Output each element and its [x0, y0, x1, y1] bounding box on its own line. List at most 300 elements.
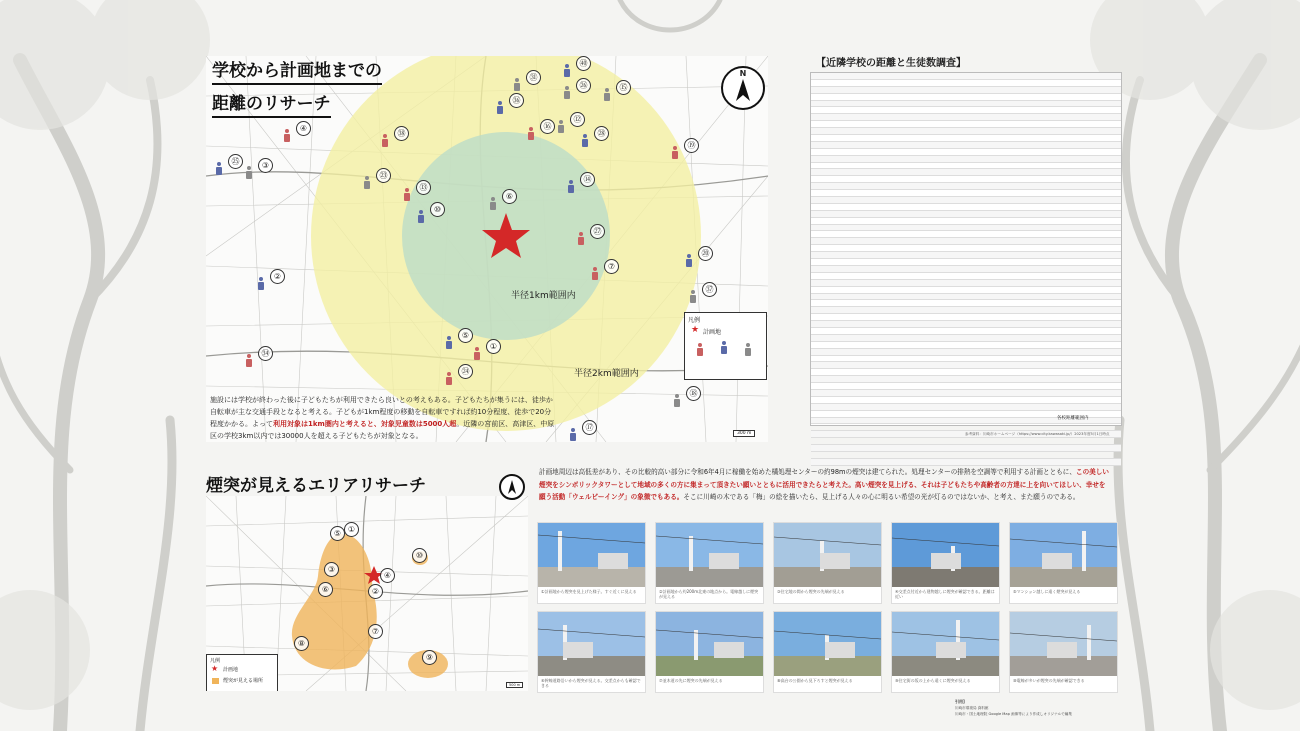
table-cell [988, 355, 1032, 362]
table-cell [944, 135, 988, 142]
table-cell [811, 438, 855, 445]
table-cell [855, 224, 899, 231]
table-cell [811, 169, 855, 176]
bottom-legend-area-swatch [212, 678, 219, 684]
table-cell [1032, 314, 1076, 321]
bottom-legend-site: 計画地 [223, 667, 239, 673]
table-cell [988, 376, 1032, 383]
school-figure-icon [566, 180, 576, 194]
chimney-marker-4: ④ [380, 568, 395, 583]
table-row [811, 341, 1121, 348]
table-cell [988, 279, 1032, 286]
table-cell [944, 376, 988, 383]
table-cell [900, 445, 944, 452]
table-cell [811, 307, 855, 314]
table-cell [1077, 327, 1121, 334]
table-cell [811, 79, 855, 86]
table-row [811, 403, 1121, 410]
school-marker-21: ㉖ [576, 78, 591, 93]
table-cell [900, 348, 944, 355]
table-cell [944, 438, 988, 445]
table-cell [900, 300, 944, 307]
table-cell [944, 107, 988, 114]
table-cell [1032, 238, 1076, 245]
table-cell [988, 341, 1032, 348]
table-cell [855, 438, 899, 445]
table-cell [855, 314, 899, 321]
table-cell [855, 93, 899, 100]
table-cell [988, 252, 1032, 259]
table-cell [900, 231, 944, 238]
table-cell [811, 376, 855, 383]
table-cell [1077, 259, 1121, 266]
legend-star-icon: ★ [691, 325, 700, 335]
chimney-photo-image [656, 523, 763, 587]
table-cell [900, 417, 944, 424]
school-figure-icon [672, 394, 682, 408]
table-cell [811, 362, 855, 369]
table-cell [1077, 355, 1121, 362]
top-map-title-line1: 学校から計画地までの [212, 56, 382, 85]
table-cell [900, 245, 944, 252]
table-cell [811, 410, 855, 417]
photo-10 [1009, 611, 1118, 693]
table-cell [988, 86, 1032, 93]
bottom-map-title: 煙突が見えるエリアリサーチ [206, 471, 426, 500]
table-cell [855, 334, 899, 341]
school-figure-icon [562, 64, 572, 78]
table-cell [1077, 396, 1121, 403]
table-cell [944, 210, 988, 217]
table-cell [1077, 245, 1121, 252]
table-cell [988, 217, 1032, 224]
table-cell [1032, 403, 1076, 410]
table-cell [900, 341, 944, 348]
photo-caption: ③住宅地の間から煙突の先端が見える [777, 589, 845, 594]
school-figure-icon [444, 372, 454, 386]
table-cell [1077, 148, 1121, 155]
table-cell [1032, 321, 1076, 328]
table-row [811, 348, 1121, 355]
table-cell [900, 327, 944, 334]
table-cell [944, 197, 988, 204]
table-cell [944, 424, 988, 431]
table-cell [811, 231, 855, 238]
table-cell [944, 190, 988, 197]
table-cell [855, 279, 899, 286]
table-cell [900, 272, 944, 279]
chimney-photo-image [538, 612, 645, 676]
table-cell [944, 417, 988, 424]
table-cell [1077, 334, 1121, 341]
table-cell [900, 410, 944, 417]
table-cell [944, 169, 988, 176]
table-cell [811, 176, 855, 183]
table-cell [944, 252, 988, 259]
table-cell [988, 210, 1032, 217]
table-cell [900, 238, 944, 245]
school-figure-icon [282, 129, 292, 143]
table-cell [988, 348, 1032, 355]
table-cell [1032, 355, 1076, 362]
chimney-marker-3: ③ [324, 562, 339, 577]
school-marker-12: ⑮ [616, 80, 631, 95]
table-cell [811, 431, 855, 438]
table-cell [855, 252, 899, 259]
table-cell [988, 176, 1032, 183]
table-cell [1077, 321, 1121, 328]
table-cell [944, 458, 988, 465]
table-cell [988, 141, 1032, 148]
table-cell [855, 148, 899, 155]
table-cell [1077, 445, 1121, 452]
school-figure-icon [256, 277, 266, 291]
table-cell [855, 169, 899, 176]
table-cell [855, 389, 899, 396]
table-cell [855, 265, 899, 272]
table-cell [944, 148, 988, 155]
table-cell [855, 410, 899, 417]
table-cell [1032, 100, 1076, 107]
table-cell [811, 300, 855, 307]
table-cell [944, 155, 988, 162]
school-marker-19: ㉔ [458, 364, 473, 379]
chimney-marker-5: ⑤ [330, 526, 345, 541]
table-cell [811, 396, 855, 403]
table-cell [855, 259, 899, 266]
table-cell [855, 231, 899, 238]
table-cell [855, 135, 899, 142]
table-cell [811, 121, 855, 128]
school-figure-icon [416, 210, 426, 224]
description-text-2: そこに川崎の木である「梅」の絵を描いたら、見上げる人々の心に明るい希望の光が灯るのではないか、と考え、また願うのである。 [683, 493, 1080, 501]
table-cell [811, 100, 855, 107]
table-cell [900, 369, 944, 376]
table-cell [988, 148, 1032, 155]
table-cell [1077, 107, 1121, 114]
table-footer-label: 各校距離範囲内 [1057, 416, 1089, 421]
table-cell [988, 169, 1032, 176]
table-cell [1077, 162, 1121, 169]
table-cell [944, 114, 988, 121]
table-row [811, 424, 1121, 431]
school-marker-22: ㉗ [590, 224, 605, 239]
table-cell [1032, 190, 1076, 197]
table-cell [988, 135, 1032, 142]
table-cell [900, 293, 944, 300]
table-cell [855, 245, 899, 252]
table-cell [900, 376, 944, 383]
chimney-area-map [206, 496, 528, 691]
table-cell [1077, 286, 1121, 293]
chimney-photo-image [656, 612, 763, 676]
table-row [811, 445, 1121, 452]
table-cell [1032, 203, 1076, 210]
table-cell [811, 217, 855, 224]
table-cell [855, 141, 899, 148]
table-cell [1032, 183, 1076, 190]
school-marker-28: ㊳ [394, 126, 409, 141]
table-cell [944, 362, 988, 369]
chimney-photo-image [538, 523, 645, 587]
school-marker-18: ㉓ [376, 168, 391, 183]
school-distance-map [206, 56, 768, 442]
table-cell [855, 348, 899, 355]
table-cell [1077, 93, 1121, 100]
table-cell [944, 272, 988, 279]
school-figure-icon [362, 176, 372, 190]
table-cell [988, 114, 1032, 121]
table-cell [944, 321, 988, 328]
table-cell [1077, 307, 1121, 314]
photo-4 [891, 522, 1000, 604]
table-cell [1077, 183, 1121, 190]
table-cell [1032, 279, 1076, 286]
bottom-map-scale: 500 m [506, 682, 523, 688]
table-cell [855, 417, 899, 424]
table-cell [944, 259, 988, 266]
table-cell [988, 272, 1032, 279]
table-row [811, 451, 1121, 458]
table-cell [900, 217, 944, 224]
legend-junior-icon [719, 341, 729, 355]
school-marker-2: ② [270, 269, 285, 284]
table-cell [900, 141, 944, 148]
table-cell [988, 259, 1032, 266]
chimney-marker-10: ⑩ [412, 548, 427, 563]
table-cell [1032, 252, 1076, 259]
school-marker-27: ㊲ [702, 282, 717, 297]
table-cell [944, 279, 988, 286]
table-row [811, 190, 1121, 197]
school-figure-icon [472, 347, 482, 361]
photo-caption: ⑩電線が多いが煙突の先端が確認できる [1013, 678, 1085, 683]
radius-1km-label: 半径1km範囲内 [511, 291, 576, 301]
table-cell [1077, 300, 1121, 307]
compass-letter: N [739, 69, 747, 78]
table-cell [811, 190, 855, 197]
chimney-marker-9: ⑨ [422, 650, 437, 665]
school-figure-icon [512, 78, 522, 92]
table-cell [1077, 79, 1121, 86]
photo-1 [537, 522, 646, 604]
table-cell [811, 107, 855, 114]
table-cell [988, 100, 1032, 107]
table-cell [900, 210, 944, 217]
table-cell [988, 424, 1032, 431]
table-cell [1032, 362, 1076, 369]
school-figure-icon [495, 101, 505, 115]
table-cell [1077, 155, 1121, 162]
table-cell [855, 107, 899, 114]
table-cell [811, 321, 855, 328]
table-cell [900, 86, 944, 93]
table-cell [944, 100, 988, 107]
table-cell [855, 190, 899, 197]
table-cell [988, 293, 1032, 300]
table-cell [855, 203, 899, 210]
table-cell [944, 383, 988, 390]
table-cell [811, 286, 855, 293]
school-figure-icon [244, 166, 254, 180]
chimney-photo-image [774, 523, 881, 587]
school-marker-24: ㉛ [526, 70, 541, 85]
table-cell [811, 210, 855, 217]
table-cell [988, 362, 1032, 369]
table-cell [944, 203, 988, 210]
table-cell [1032, 169, 1076, 176]
table-cell [944, 314, 988, 321]
bottom-legend-star-icon: ★ [211, 664, 219, 673]
table-cell [811, 162, 855, 169]
table-cell [900, 135, 944, 142]
table-cell [900, 362, 944, 369]
table-cell [1032, 197, 1076, 204]
table-cell [855, 327, 899, 334]
table-cell [1032, 217, 1076, 224]
table-cell [1077, 293, 1121, 300]
table-cell [855, 369, 899, 376]
table-cell [1077, 383, 1121, 390]
chimney-description [539, 466, 1109, 504]
table-cell [811, 341, 855, 348]
table-cell [944, 389, 988, 396]
school-figure-icon [556, 120, 566, 134]
table-cell [1077, 135, 1121, 142]
table-cell [944, 403, 988, 410]
table-row [811, 259, 1121, 266]
chimney-photo-image [1010, 612, 1117, 676]
table-cell [988, 403, 1032, 410]
table-row [811, 203, 1121, 210]
top-map-note [210, 394, 556, 442]
references-title: 引用] [955, 699, 965, 704]
table-cell [988, 369, 1032, 376]
table-cell [811, 389, 855, 396]
table-cell [855, 458, 899, 465]
table-cell [944, 348, 988, 355]
school-marker-14: ⑰ [582, 420, 597, 435]
school-figure-icon [684, 254, 694, 268]
table-cell [988, 445, 1032, 452]
table-cell [855, 176, 899, 183]
table-cell [988, 286, 1032, 293]
table-cell [855, 217, 899, 224]
table-cell [1077, 348, 1121, 355]
table-cell [1032, 424, 1076, 431]
table-cell [988, 162, 1032, 169]
table-cell [1032, 107, 1076, 114]
table-cell [1032, 224, 1076, 231]
school-marker-3: ③ [258, 158, 273, 173]
table-cell [811, 272, 855, 279]
table-cell [1032, 334, 1076, 341]
school-marker-1: ① [486, 339, 501, 354]
school-marker-16: ⑲ [684, 138, 699, 153]
table-cell [1077, 341, 1121, 348]
table-cell [855, 100, 899, 107]
table-cell [1077, 403, 1121, 410]
table-cell [988, 224, 1032, 231]
table-cell [944, 341, 988, 348]
table-title: 【近隣学校の距離と生徒数調査】 [816, 58, 966, 69]
references-line1: 川崎市環境局 資料館 [955, 706, 989, 710]
table-cell [855, 424, 899, 431]
school-marker-8: ⑩ [430, 202, 445, 217]
table-cell [944, 79, 988, 86]
table-cell [900, 107, 944, 114]
table-cell [988, 383, 1032, 390]
chimney-marker-1: ① [344, 522, 359, 537]
table-cell [944, 176, 988, 183]
table-cell [855, 183, 899, 190]
table-cell [900, 162, 944, 169]
table-row [811, 238, 1121, 245]
table-cell [944, 238, 988, 245]
table-cell [855, 286, 899, 293]
table-cell [1077, 210, 1121, 217]
photo-5 [1009, 522, 1118, 604]
table-row [811, 155, 1121, 162]
top-map-scale: 300 m [733, 430, 755, 437]
legend-high-icon [743, 343, 753, 357]
table-row [811, 314, 1121, 321]
table-cell [855, 114, 899, 121]
legend-site-label: 計画地 [703, 329, 722, 336]
table-cell [944, 300, 988, 307]
table-cell [900, 79, 944, 86]
table-cell [1032, 348, 1076, 355]
table-row [811, 107, 1121, 114]
table-cell [855, 86, 899, 93]
table-cell [811, 327, 855, 334]
table-cell [855, 341, 899, 348]
table-cell [988, 334, 1032, 341]
table-cell [988, 396, 1032, 403]
note-text-2: 。近隣の宮前区、高津区、中原区の学校3km以内では30000人を超える子どもたちが対象となる。 [210, 420, 555, 440]
table-row [811, 114, 1121, 121]
chimney-marker-7: ⑦ [368, 624, 383, 639]
table-cell [900, 321, 944, 328]
table-cell [988, 458, 1032, 465]
table-cell [1077, 114, 1121, 121]
table-row [811, 210, 1121, 217]
table-cell [855, 197, 899, 204]
table-row [811, 265, 1121, 272]
table-cell [1077, 100, 1121, 107]
table-cell [944, 293, 988, 300]
table-cell [988, 79, 1032, 86]
table-cell [1032, 341, 1076, 348]
table-cell [1032, 162, 1076, 169]
table-cell [1032, 86, 1076, 93]
school-figure-icon [402, 188, 412, 202]
school-figure-icon [380, 134, 390, 148]
table-cell [900, 148, 944, 155]
bottom-map-legend [206, 654, 278, 691]
compass-icon [721, 66, 765, 110]
table-cell [988, 389, 1032, 396]
table-row [811, 307, 1121, 314]
photo-caption: ①計画地から煙突を見上げた様子。すぐ近くに見える [541, 589, 637, 594]
bottom-legend-area: 煙突が見える場所 [223, 678, 264, 684]
table-cell [811, 197, 855, 204]
table-cell [1077, 128, 1121, 135]
school-marker-29: ㊵ [576, 56, 591, 71]
table-cell [855, 431, 899, 438]
table-cell [811, 259, 855, 266]
table-cell [1032, 286, 1076, 293]
